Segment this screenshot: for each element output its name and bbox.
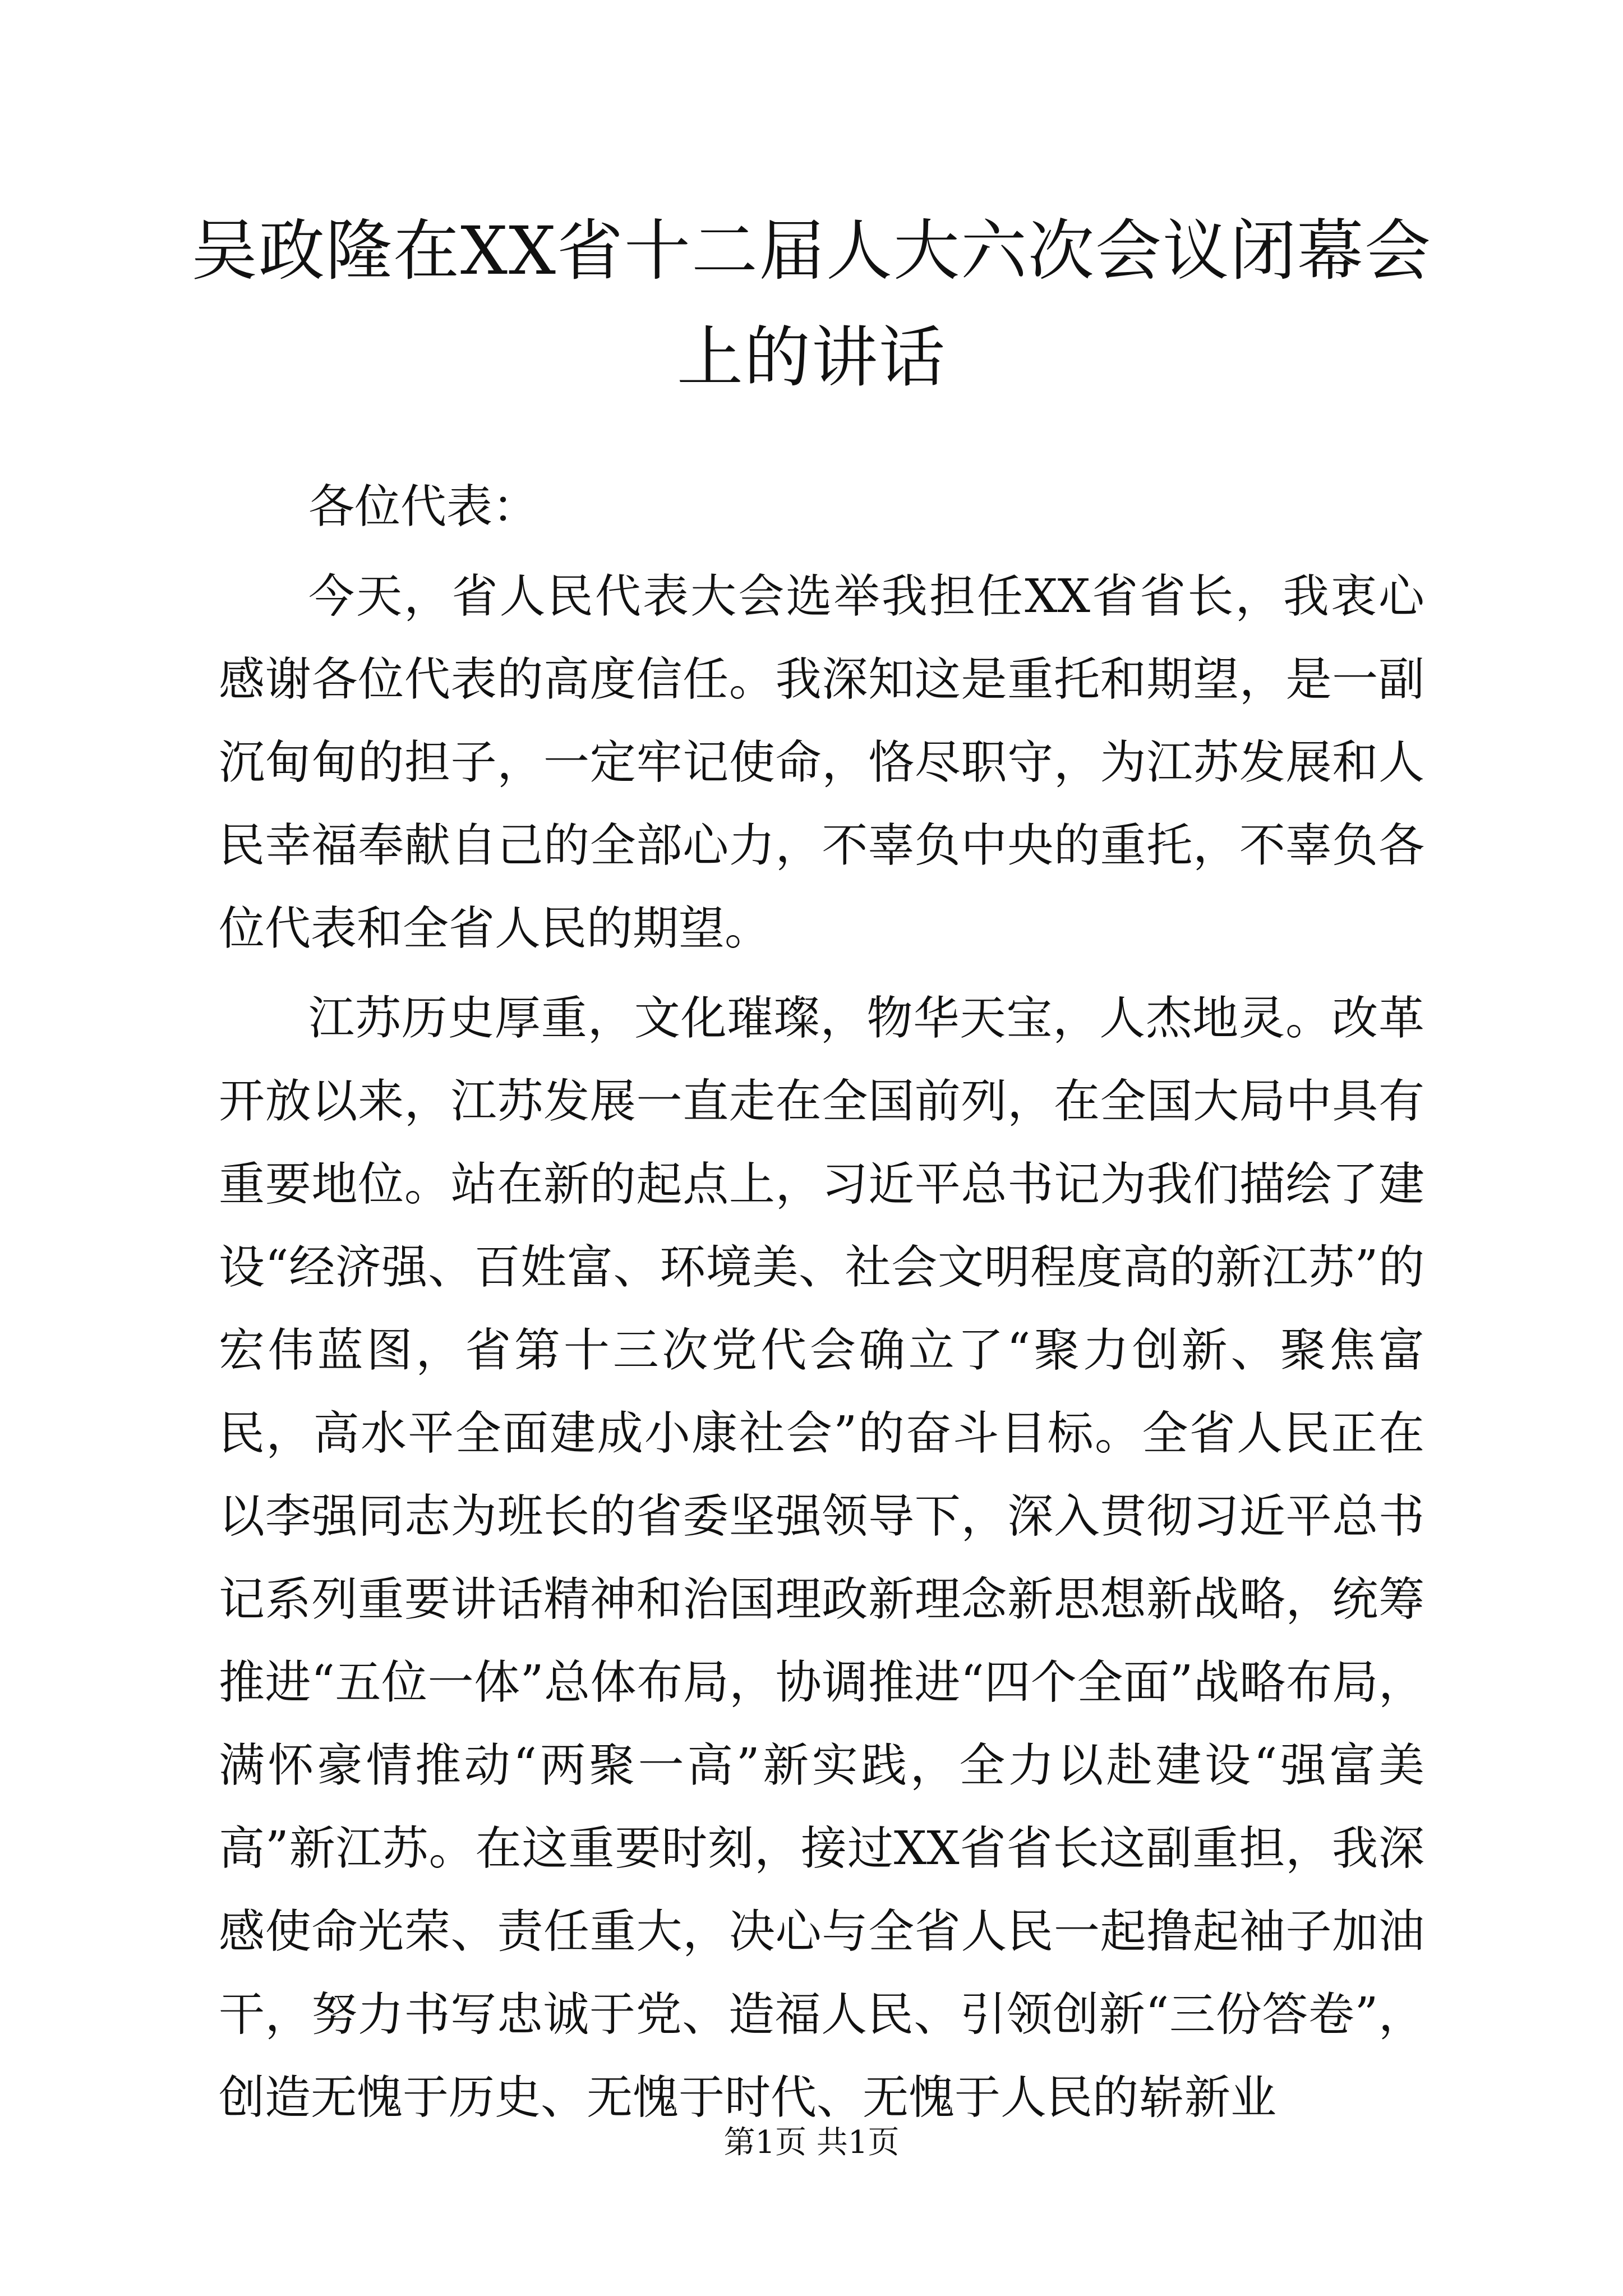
document-body (219, 466, 1424, 2146)
paragraph-2: 江苏历史厚重，文化璀璨，物华天宝，人杰地灵。改革开放以来，江苏发展一直走在全国前列，在全国大局中具有重要地位。站在新的起点上，习近平总书记为我们描绘了建设“经济强、百姓富、环境美、社会文明程度高的新江苏”的宏伟蓝图，省第十三次党代会确立了“聚力创新、聚焦富民，高水平全面建成小康社会”的奋斗目标。全省人民正在以李强同志为班长的省委坚强领导下，深入贯彻习近平总书记系列重要讲话精神和治国理政新理念新思想新战略，统筹推进“五位一体”总体布局，协调推进“四个全面”战略布局，满怀豪情推动“两聚一高”新实践，全力以赴建设“强富美高”新江苏。在这重要时刻，接过XX省省长这副重担，我深感使命光荣、责任重大，决心与全省人民一起撸起袖子加油干，努力书写忠诚于党、造福人民、引领创新“三份答卷”，创造无愧于历史、无愧于时代、无愧于人民的崭新业 (219, 992, 1424, 2124)
page-footer: 第1页 共1页 (723, 2124, 900, 2161)
document-title: 吴政隆在XX省十二届人大六次会议闭幕会上的讲话 (191, 212, 1432, 396)
salutation: 各位代表： (308, 480, 539, 533)
paragraph-1: 今天，省人民代表大会选举我担任XX省省长，我衷心感谢各位代表的高度信任。我深知这是重托和期望，是一副沉甸甸的担子，一定牢记使命，恪尽职守，为江苏发展和人民幸福奉献自己的全部心力，不辜负中央的重托，不辜负各位代表和全省人民的期望。 (219, 570, 1424, 955)
